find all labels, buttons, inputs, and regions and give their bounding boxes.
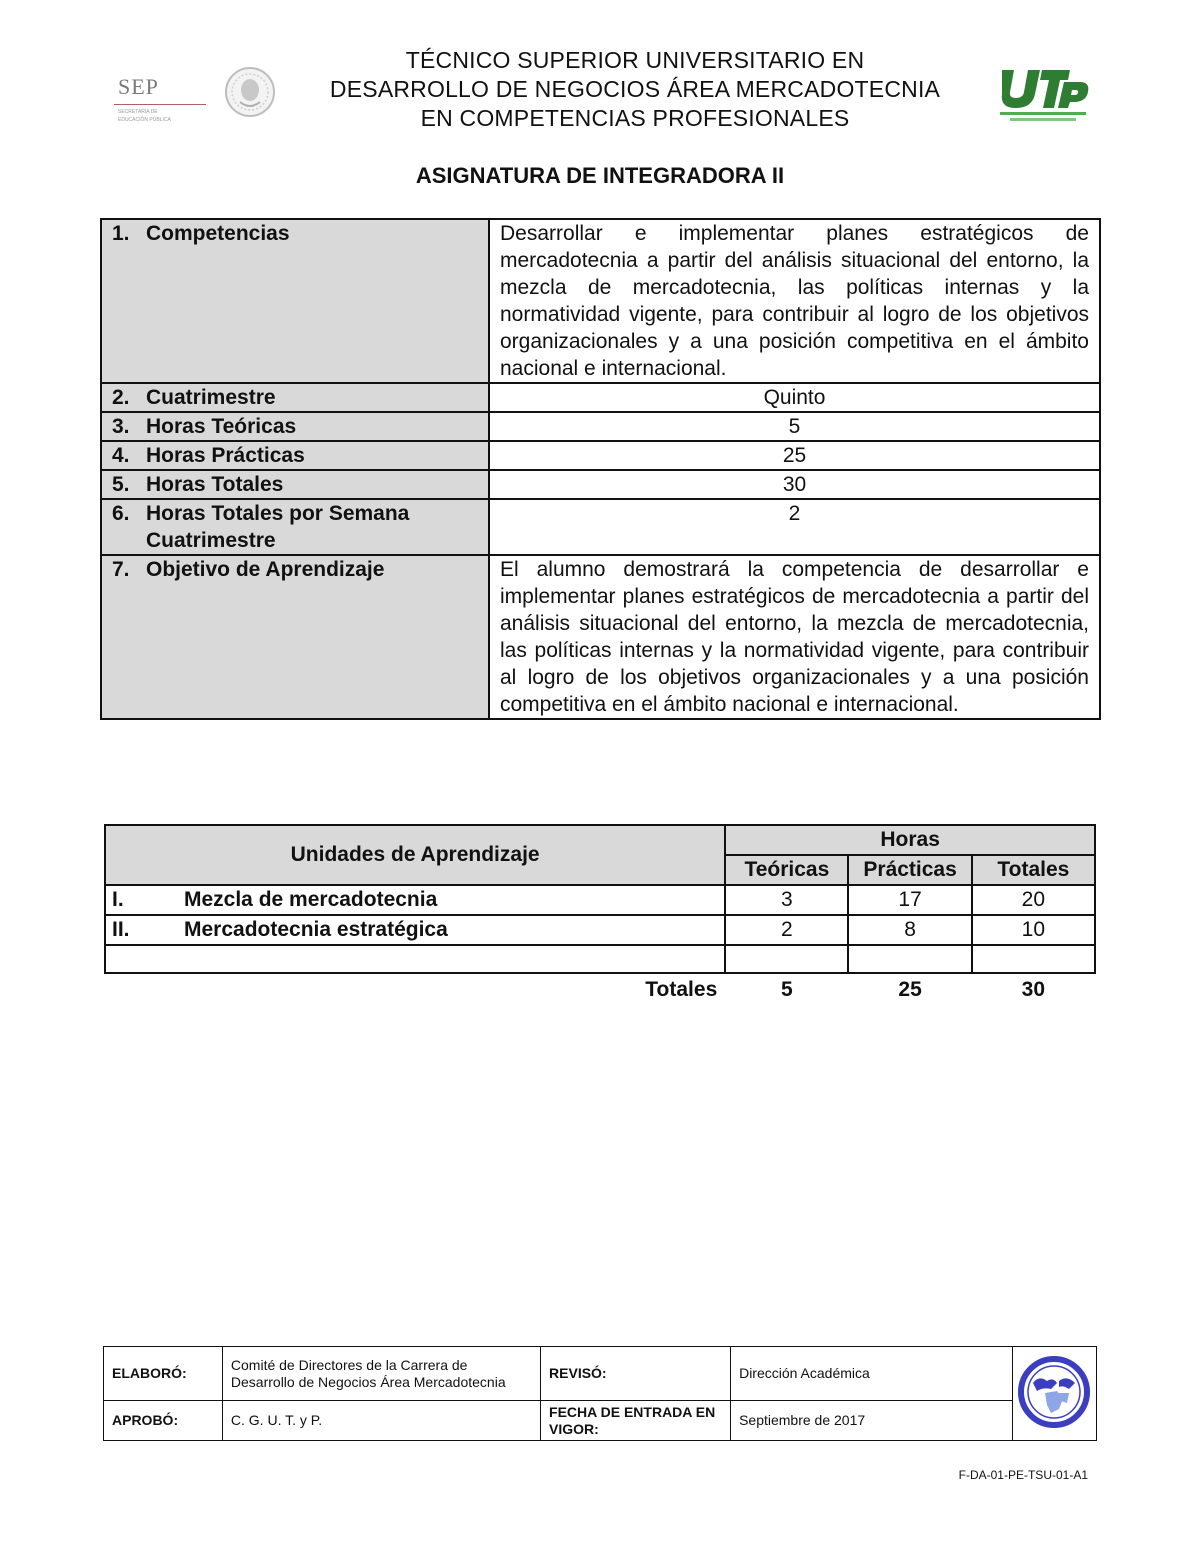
info-label: 1. Competencias — [101, 219, 489, 383]
unit-name: I. Mezcla de mercadotecnia — [105, 885, 725, 915]
unit-total: 10 — [972, 915, 1095, 945]
sep-logo: SEP SECRETARÍA DE EDUCACIÓN PÚBLICA — [108, 66, 208, 120]
total-practice: 25 — [898, 978, 922, 1001]
mexican-coat-of-arms-icon — [224, 66, 276, 118]
unit-practice: 8 — [848, 915, 971, 945]
info-value: 2 — [489, 499, 1100, 555]
fecha-value: Septiembre de 2017 — [731, 1401, 1013, 1441]
elaboro-value: Comité de Directores de la Carrera de Desarrollo de Negocios Área Mercadotecnia — [222, 1347, 540, 1401]
reviso-label: REVISÓ: — [541, 1347, 731, 1401]
table-header-row — [105, 825, 1095, 855]
totals-row — [105, 973, 1095, 1004]
table-row — [101, 219, 1100, 383]
total-theory: 5 — [781, 978, 793, 1001]
unit-theory: 3 — [725, 885, 848, 915]
table-row — [101, 412, 1100, 441]
reviso-value: Dirección Académica — [731, 1347, 1013, 1401]
hours-header: Horas — [725, 825, 1095, 855]
table-row — [101, 470, 1100, 499]
table-row — [101, 441, 1100, 470]
elaboro-label: ELABORÓ: — [104, 1347, 223, 1401]
learning-units-table — [104, 824, 1096, 1004]
table-row — [101, 555, 1100, 719]
cgut-logo-icon — [1013, 1353, 1095, 1431]
info-label: 2. Cuatrimestre — [101, 383, 489, 412]
col-total: Totales — [972, 855, 1095, 885]
cgut-logo-cell — [1012, 1347, 1096, 1441]
info-value: Quinto — [489, 383, 1100, 412]
aprobo-label: APROBÓ: — [104, 1401, 223, 1441]
subject-title: ASIGNATURA DE INTEGRADORA II — [415, 163, 785, 188]
unit-total: 20 — [972, 885, 1095, 915]
unit-name: II. Mercadotecnia estratégica — [105, 915, 725, 945]
document-code: F-DA-01-PE-TSU-01-A1 — [958, 1468, 1088, 1482]
table-row — [104, 1401, 1097, 1441]
info-value: 30 — [489, 470, 1100, 499]
program-title: TÉCNICO SUPERIOR UNIVERSITARIO EN DESARROLLO DE NEGOCIOS ÁREA MERCADOTECNIA EN COMPETENCIAS PROFESIONALES — [329, 47, 941, 131]
total-total: 30 — [1021, 978, 1046, 1001]
info-label: 7. Objetivo de Aprendizaje — [101, 555, 489, 719]
info-value: 5 — [489, 412, 1100, 441]
unit-theory: 2 — [725, 915, 848, 945]
table-row — [105, 885, 1095, 915]
table-row — [101, 383, 1100, 412]
unit-practice: 17 — [848, 885, 971, 915]
info-value: 25 — [489, 441, 1100, 470]
subject-info-table — [100, 218, 1101, 720]
info-label: 5. Horas Totales — [101, 470, 489, 499]
info-label: 4. Horas Prácticas — [101, 441, 489, 470]
table-row — [105, 915, 1095, 945]
approval-footer-table — [103, 1346, 1097, 1441]
utp-logo — [996, 62, 1092, 126]
info-value: El alumno demostrará la competencia de desarrollar e implementar planes estratégicos de mercadotecnia a partir del análisis situacional del entorno, la mezcla de mercadotecnia, las políticas internas y la normatividad vigente, para contribuir al logro de los objetivos organizacionales y a una posición competitiva en el ámbito nacional e internacional. — [489, 555, 1100, 719]
info-value: Desarrollar e implementar planes estratégicos de mercadotecnia a partir del análisis situacional del entorno, la mezcla de mercadotecnia, las políticas internas y la normatividad vigente, para contribuir al logro de los objetivos organizacionales y a una posición competitiva en el ámbito nacional e internacional. — [489, 219, 1100, 383]
table-row — [104, 1347, 1097, 1401]
fecha-label: FECHA DE ENTRADA EN VIGOR: — [541, 1401, 731, 1441]
units-header: Unidades de Aprendizaje — [105, 825, 725, 885]
document-header — [0, 40, 1200, 140]
col-theory: Teóricas — [725, 855, 848, 885]
info-label: 6. Horas Totales por Semana Cuatrimestre — [101, 499, 489, 555]
info-label: 3. Horas Teóricas — [101, 412, 489, 441]
col-practice: Prácticas — [848, 855, 971, 885]
table-row-empty — [105, 945, 1095, 973]
totals-label: Totales — [645, 978, 718, 1001]
aprobo-value: C. G. U. T. y P. — [222, 1401, 540, 1441]
table-row — [101, 499, 1100, 555]
